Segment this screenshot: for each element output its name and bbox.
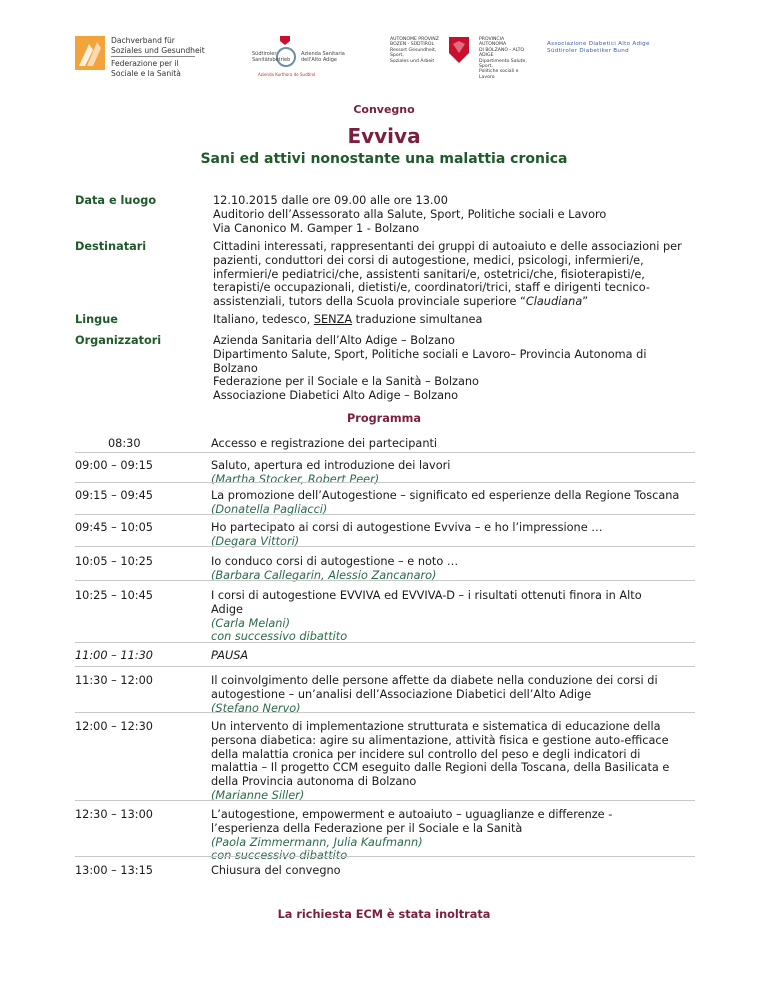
organizzatore-line: Azienda Sanitaria dell’Alto Adige – Bolzano	[213, 334, 455, 347]
programma-time: 09:15 – 09:45	[75, 489, 153, 502]
programma-speaker: (Paola Zimmermann, Julia Kaufmann)	[211, 835, 423, 849]
hands-icon	[75, 36, 105, 70]
organizzatore-line: Associazione Diabetici Alto Adige – Bolzano	[213, 389, 459, 403]
sabes-left2: Sanitätsbetrieb	[252, 57, 291, 63]
provincia-left2: BOZEN - SÜDTIROL	[390, 42, 435, 48]
programma-body	[211, 808, 731, 863]
organizzatore-line: Federazione per il Sociale e la Sanità – Bolzano	[213, 375, 479, 389]
destinatari-line: infermieri/e pediatrici/che, assistenti sanitari/e, ostetrici/che, fisioterapisti/e,	[213, 267, 645, 281]
claudiana-text: Claudiana	[525, 295, 583, 309]
programma-body	[211, 589, 731, 644]
page-subtitle: Sani ed attivi nonostante una malattia cronica	[200, 151, 568, 167]
sabes-logo	[246, 34, 358, 80]
destinatari-line-last	[213, 295, 743, 309]
sabes-bottom: Azienda Kurthora de Sudtirol	[258, 72, 316, 77]
programma-line: Ho partecipato ai corsi di autogestione Evviva – e ho l’impressione …	[211, 521, 603, 534]
organizzatori-value	[213, 334, 743, 403]
destinatari-line: Cittadini interessati, rappresentanti dei gruppi di autoaiuto e delle associazioni per	[213, 240, 682, 253]
page-title: Evviva	[347, 124, 421, 148]
data-luogo-value	[213, 194, 743, 235]
divider	[75, 642, 695, 643]
data-line: 12.10.2015 dalle ore 09.00 alle ore 13.00	[213, 194, 448, 207]
programma-line: L’autogestione, empowerment e autoaiuto – uguaglianze e differenze -	[211, 808, 613, 821]
ecm-note: La richiesta ECM è stata inoltrata	[277, 908, 491, 921]
lingue-post: traduzione simultanea	[352, 313, 483, 326]
programma-line: La promozione dell’Autogestione – significato ed esperienze della Regione Toscana	[211, 489, 680, 502]
destinatari-value	[213, 240, 743, 309]
programma-line: Un intervento di implementazione strutturata e sistematica di educazione della	[211, 720, 661, 733]
divider	[75, 482, 695, 483]
divider	[75, 712, 695, 713]
lingue-senza: SENZA	[313, 313, 353, 326]
destinatari-last-post: ”	[582, 295, 589, 309]
provincia-left1: AUTONOME PROVINZ	[390, 37, 439, 42]
programma-body	[211, 489, 731, 517]
provincia-right1: PROVINCIA AUTONOMA	[479, 37, 507, 48]
programma-line: Io conduco corsi di autogestione – e noto …	[211, 555, 459, 568]
sabes-right2: dell'Alto Adige	[301, 57, 337, 63]
programma-time: 10:25 – 10:45	[75, 589, 153, 602]
dachverband-line1: Dachverband für	[111, 36, 175, 45]
programma-line: malattia – Il progetto CCM eseguito dalle Regioni della Toscana, della Basilicata e	[211, 761, 670, 775]
programma-speaker: (Stefano Nervo)	[211, 701, 301, 715]
dachverband-line2: Soziales und Gesundheit	[111, 45, 205, 55]
provincia-right3: Dipartimento Salute, Sport,	[479, 58, 527, 70]
provincia-left3: Ressort Gesundheit, Sport,	[390, 47, 437, 59]
convegno-label: Convegno	[353, 103, 415, 116]
organizzatore-line: Bolzano	[213, 361, 258, 375]
programma-speaker: (Marianne Siller)	[211, 788, 305, 802]
lingue-value	[213, 313, 743, 327]
provincia-left4: Soziales und Arbeit	[390, 58, 435, 64]
programma-body	[211, 555, 731, 583]
programma-line: Il coinvolgimento delle persone affette da diabete nella conduzione dei corsi di	[211, 674, 658, 687]
lingue-pre: Italiano, tedesco,	[213, 313, 314, 326]
programma-time: 12:30 – 13:00	[75, 808, 153, 821]
programma-line: della malattia cronica per incidere sul controllo del peso e degli indicatori di	[211, 747, 641, 761]
divider	[75, 546, 695, 547]
dachverband-line4: Sociale e la Sanità	[111, 68, 181, 78]
destinatari-line: pazienti, conduttori dei corsi di autogestione, medici, psicologi, infermieri/e,	[213, 253, 644, 267]
lingue-label: Lingue	[75, 313, 118, 326]
programma-time: 11:00 – 11:30	[75, 649, 153, 662]
data-line: Via Canonico M. Gamper 1 - Bolzano	[213, 221, 420, 235]
programma-time: 10:05 – 10:25	[75, 555, 153, 568]
programma-line: persona diabetica: agire su alimentazione, attività fisica e gestione auto-efficace	[211, 733, 669, 747]
organizzatori-label: Organizzatori	[75, 334, 162, 347]
programma-speaker: (Carla Melani)	[211, 616, 290, 630]
programma-time: 08:30	[108, 437, 141, 450]
programma-line: della Provincia autonoma di Bolzano	[211, 775, 417, 789]
sabes-left1: Südtiroler	[252, 51, 277, 57]
divider	[75, 580, 695, 581]
divider	[75, 800, 695, 801]
programma-speaker: (Barbara Callegarin, Alessio Zancanaro)	[211, 568, 437, 582]
programma-line: autogestione – un’analisi dell’Associazione Diabetici dell’Alto Adige	[211, 687, 592, 701]
eagle-icon	[280, 36, 290, 45]
programma-line: Accesso e registrazione dei partecipanti	[211, 437, 438, 450]
programma-time: 09:45 – 10:05	[75, 521, 153, 534]
programma-body	[211, 720, 731, 803]
programma-time: 13:00 – 13:15	[75, 864, 153, 877]
programma-body	[211, 437, 731, 451]
sabes-right1: Azienda Sanitaria	[301, 51, 345, 57]
programma-line: Saluto, apertura ed introduzione dei lavori	[211, 459, 451, 472]
diabetici-logo	[547, 41, 687, 77]
programma-body	[211, 521, 731, 549]
provincia-right4: Politiche sociali e Lavoro	[479, 69, 519, 80]
programma-line: l’esperienza della Federazione per il Sociale e la Sanità	[211, 821, 523, 835]
divider	[75, 666, 695, 667]
eagle-shield-icon	[447, 37, 471, 63]
programma-body	[211, 864, 731, 878]
data-luogo-label: Data e luogo	[75, 194, 157, 207]
programma-speaker: (Donatella Pagliacci)	[211, 502, 328, 516]
divider	[75, 514, 695, 515]
programma-body	[211, 649, 731, 663]
organizzatore-line: Dipartimento Salute, Sport, Politiche sociali e Lavoro– Provincia Autonoma di	[213, 347, 647, 361]
programma-title: Programma	[346, 412, 422, 425]
programma-speaker: (Degara Vittori)	[211, 534, 300, 548]
programma-time: 09:00 – 09:15	[75, 459, 153, 472]
dachverband-line3: Federazione per il	[111, 59, 179, 68]
destinatari-last-pre: assistenziali, tutors della Scuola provinciale superiore “	[213, 295, 526, 309]
programma-speaker: (Martha Stocker, Robert Peer)	[211, 472, 380, 486]
destinatari-label: Destinatari	[75, 240, 147, 253]
logo-bar	[0, 34, 768, 84]
programma-time: 12:00 – 12:30	[75, 720, 153, 733]
provincia-logo	[390, 37, 530, 80]
programma-time: 11:30 – 12:00	[75, 674, 153, 687]
divider	[75, 856, 695, 857]
data-line: Auditorio dell’Assessorato alla Salute, Sport, Politiche sociali e Lavoro	[213, 207, 607, 221]
programma-body	[211, 674, 731, 715]
programma-speaker: con successivo dibattito	[211, 630, 348, 644]
diabetici-line2: Südtiroler Diabetiker Bund	[547, 48, 629, 54]
programma-line: I corsi di autogestione EVVIVA ed EVVIVA-D – i risultati ottenuti finora in Alto	[211, 589, 642, 602]
programma-line: Chiusura del convegno	[211, 864, 341, 877]
programma-line: PAUSA	[211, 649, 249, 662]
destinatari-line: terapisti/e occupazionali, dietisti/e, coordinatori/trici, staff e dirigenti tecnico-	[213, 281, 650, 295]
programma-line: Adige	[211, 602, 243, 616]
dachverband-logo	[75, 36, 205, 78]
divider	[75, 452, 695, 453]
diabetici-line1: Associazione Diabetici Alto Adige	[547, 41, 650, 47]
programma-speaker: con successivo dibattito	[211, 849, 348, 863]
provincia-right2: DI BOLZANO - ALTO ADIGE	[479, 47, 525, 59]
